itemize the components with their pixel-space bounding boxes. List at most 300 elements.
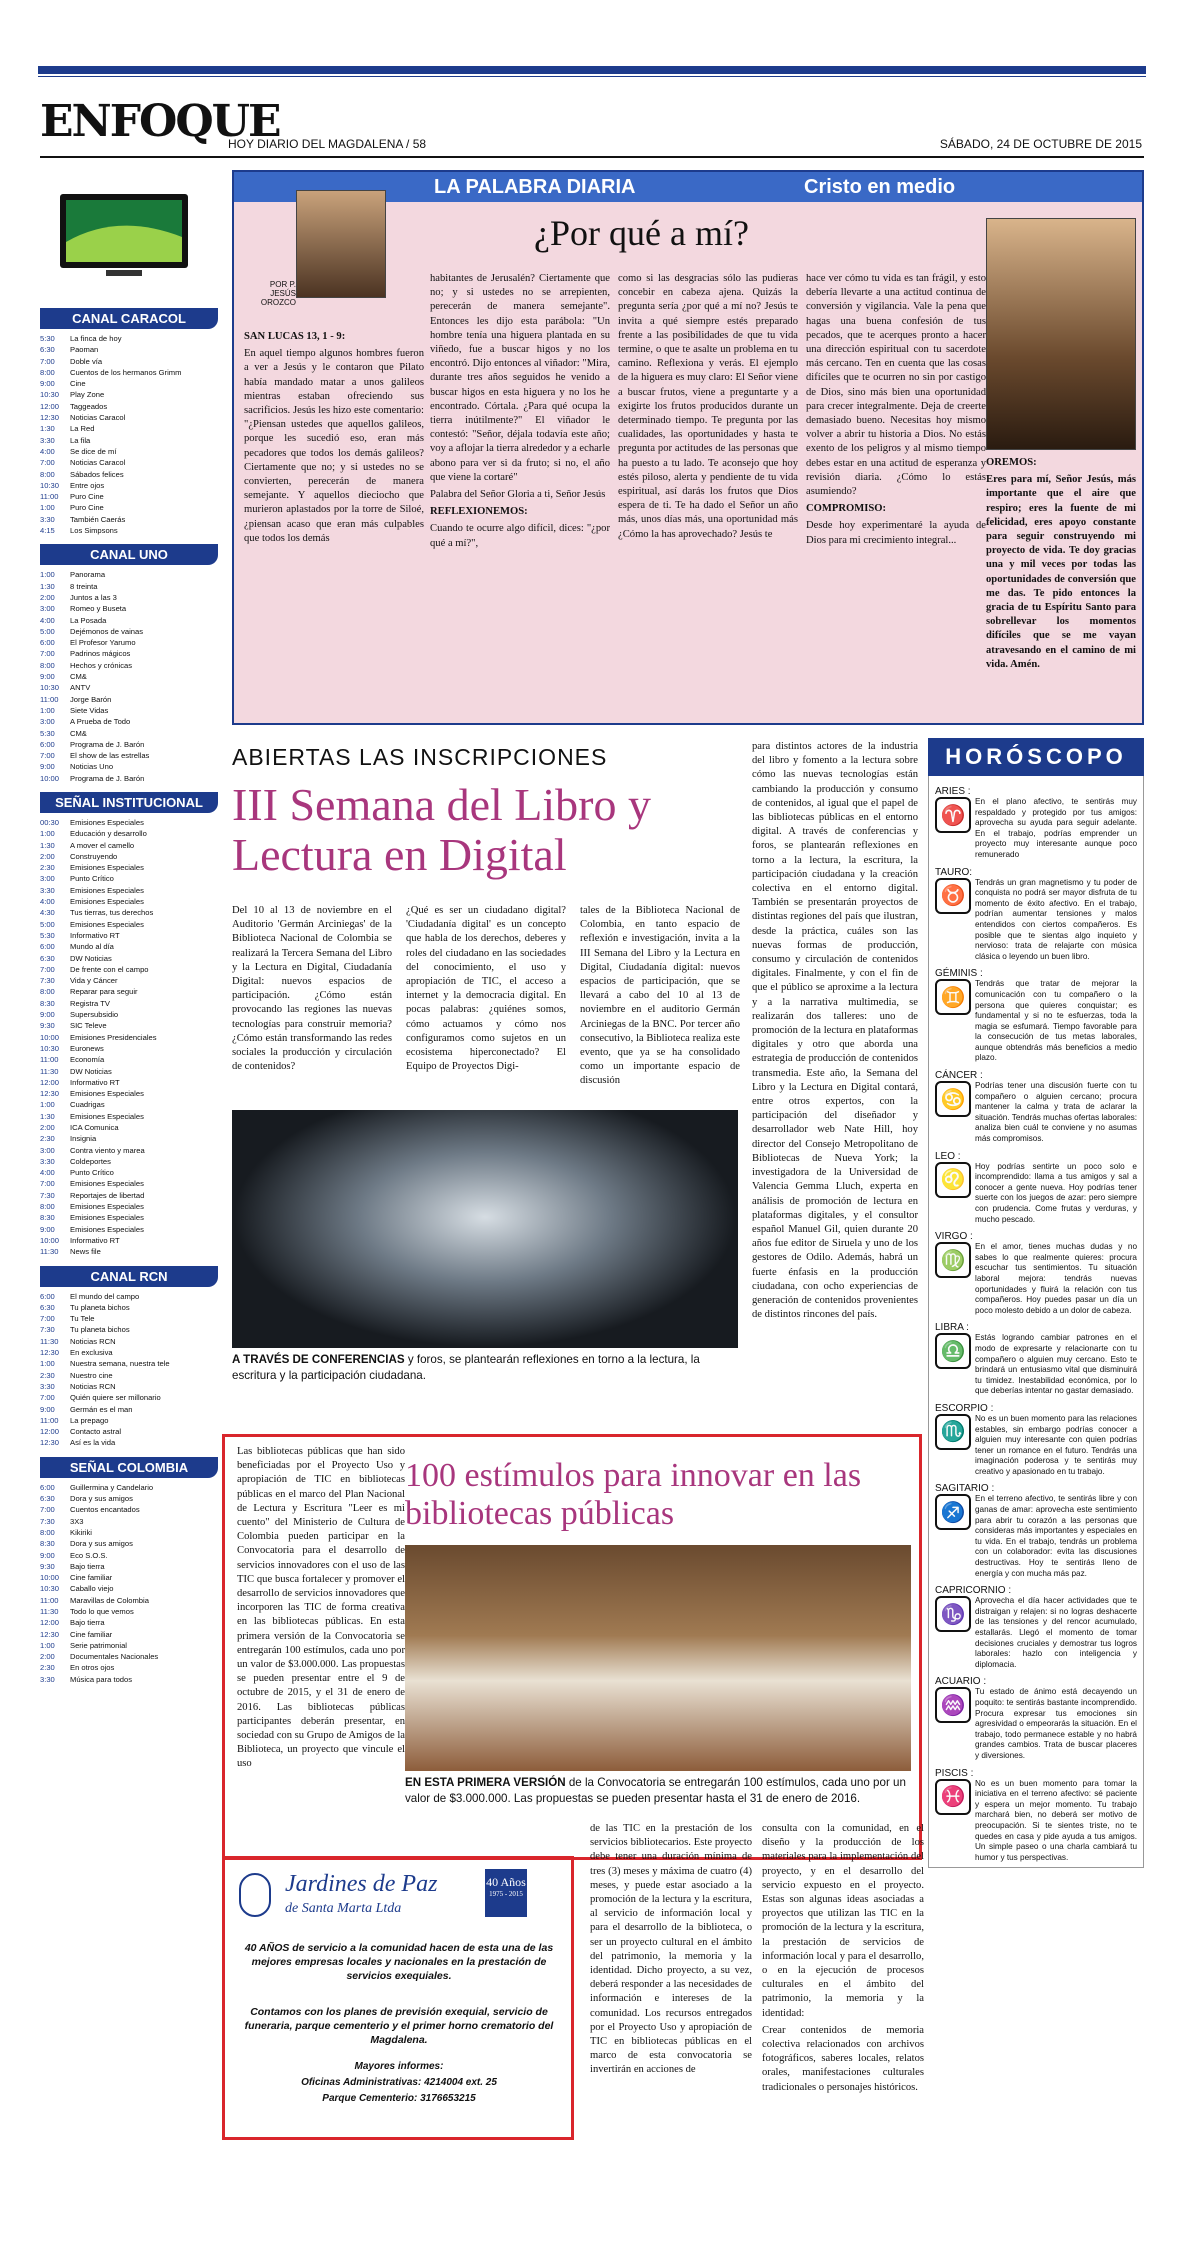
program-title: El mundo del campo (70, 1291, 140, 1301)
program-row (40, 1077, 218, 1088)
program-row (40, 446, 218, 457)
program-time: 5:30 (40, 728, 55, 738)
top-rule (38, 66, 1146, 74)
program-time: 2:00 (40, 592, 55, 602)
horoscope-sign (935, 867, 1137, 963)
program-title: Puro Cine (70, 503, 104, 513)
program-title: Panorama (70, 570, 106, 580)
program-time: 5:30 (40, 930, 55, 940)
program-title: En otros ojos (70, 1663, 115, 1673)
program-title: También Caerás (70, 514, 126, 524)
program-title: Informativo RT (70, 930, 120, 940)
program-title: Noticias Uno (70, 762, 114, 772)
byline: POR P. JESÚS OROZCO (260, 280, 296, 307)
program-time: 00:30 (40, 817, 60, 827)
program-row (40, 1246, 218, 1257)
program-title: CM& (70, 728, 87, 738)
palabra-col2c: Cuando te ocurre algo difícil, dices: "¿por qué a mí?", (430, 523, 610, 549)
program-row (40, 1662, 218, 1673)
horoscope-sign (935, 1768, 1137, 1864)
program-title: CM& (70, 672, 87, 682)
program-row (40, 885, 218, 896)
program-row (40, 389, 218, 400)
program-row (40, 761, 218, 772)
program-time: 4:00 (40, 615, 55, 625)
program-title: Informativo RT (70, 1077, 120, 1087)
program-time: 12:30 (40, 413, 60, 423)
program-row (40, 1415, 218, 1426)
program-row (40, 378, 218, 389)
program-row (40, 694, 218, 705)
program-row (40, 569, 218, 580)
program-row (40, 705, 218, 716)
program-title: Hechos y crónicas (70, 660, 133, 670)
program-title: Noticias Caracol (70, 413, 126, 423)
program-title: Nuestra semana, nuestra tele (70, 1359, 170, 1369)
article-col1: Del 10 al 13 de noviembre en el Auditorio 'Germán Arciniegas' de la Biblioteca Nacional de Colombia se realizará la Tercera Semana del Libro y la Lectura en Digital, Ciudadanía Digital: nuevos espacios de participación. ¿Cómo están provocando las regiones las nuevas tecnologías para construir memoria? ¿Cómo están transformando las redes sociales la producción y circulación de contenidos? (232, 905, 392, 1073)
program-row (40, 1426, 218, 1437)
program-row (40, 1561, 218, 1572)
program-time: 2:30 (40, 1663, 55, 1673)
channel-header: CANAL UNO (40, 544, 218, 565)
program-title: Juntos a las 3 (70, 592, 117, 602)
program-row (40, 457, 218, 468)
program-time: 6:00 (40, 1482, 55, 1492)
program-time: 7:00 (40, 356, 55, 366)
program-row (40, 1178, 218, 1189)
program-title: Punto Crítico (70, 874, 114, 884)
program-time: 7:00 (40, 964, 55, 974)
program-time: 10:00 (40, 773, 60, 783)
program-row (40, 896, 218, 907)
program-row (40, 671, 218, 682)
program-row (40, 1674, 218, 1685)
program-row (40, 1493, 218, 1504)
program-title: Sábados felices (70, 469, 124, 479)
horoscope-sign (935, 1070, 1137, 1145)
program-title: La finca de hoy (70, 334, 122, 343)
program-row (40, 1640, 218, 1651)
estimulos-col2: de las TIC en la prestación de los servicios bibliotecarios. Este proyecto debe tener una duración mínima de tres (3) meses y máxima de cuatro (4) meses, y puede estar asociado a la promoción de la lectura y la escritura, al servicio de información local y para el desarrollo de la biblioteca, o ser un proyecto cultural en el ámbito del patrimonio, la memoria y la identidad. Dicho proyecto, a su vez, deberá responder a las necesidades de información e intereses de la comunidad. Los recursos entregados por el Proyecto Uso y apropiación de TIC en bibliotecas públicas en el marco de esta convocatoria se invertirán en acciones de (590, 1823, 752, 2076)
program-row (40, 716, 218, 727)
program-time: 6:00 (40, 942, 55, 952)
program-row (40, 840, 218, 851)
horoscope-sign (935, 1322, 1137, 1397)
program-time: 12:30 (40, 1089, 60, 1099)
program-time: 7:00 (40, 751, 55, 761)
program-row (40, 828, 218, 839)
program-time: 11:00 (40, 1055, 59, 1065)
program-title: Emisiones Especiales (70, 1089, 144, 1099)
program-row (40, 739, 218, 750)
program-row (40, 1516, 218, 1527)
palabra-col1: En aquel tiempo algunos hombres fueron a ver a Jesús y le contaron que Pilato había mandado matar a unos galileos mientras estaban ofreciendo sus sacrificios. Jesús les hizo este comentario: "¿Piensan ustedes que aquellos galileos, porque les sucedió eso, eran más pecadores que todos los demás galileos? Ciertamente que no; y si ustedes no se convierten, perecerán de manera semejante. Y aquellos dieciocho que murieron aplastados por la torre de Siloé, ¿piensan acaso que eran más culpables que todos los demás (244, 348, 424, 544)
program-title: A mover el camello (70, 840, 135, 850)
program-title: Cuentos encantados (70, 1505, 140, 1515)
program-title: Tu Tele (70, 1314, 95, 1324)
sign-name: CAPRICORNIO : (935, 1585, 1012, 1597)
program-row (40, 1145, 218, 1156)
sign-text: Aprovecha el día hacer actividades que te distraigan y relajen: si no logras deshacerte de las tensiones y del rencor acumulado, estallarás. Llegó el momento de tomar decisiones cruciales y demostrar tus logros laborales: hazlo con inteligencia y diplomacia. (975, 1596, 1137, 1669)
program-row (40, 953, 218, 964)
program-time: 9:00 (40, 1550, 55, 1560)
program-row (40, 1358, 218, 1369)
program-time: 7:30 (40, 1190, 55, 1200)
zodiac-icon: ♋ (935, 1081, 971, 1117)
program-time: 6:00 (40, 739, 55, 749)
program-title: SIC Televe (70, 1021, 107, 1031)
program-row (40, 592, 218, 603)
program-title: Contacto astral (70, 1427, 122, 1437)
program-title: Así es la vida (70, 1438, 116, 1448)
program-time: 1:30 (40, 581, 55, 591)
program-title: Emisiones Especiales (70, 1179, 144, 1189)
program-title: Cuentos de los hermanos Grimm (70, 367, 182, 377)
program-time: 11:30 (40, 1336, 59, 1346)
program-row (40, 1009, 218, 1020)
program-title: DW Noticias (70, 953, 112, 963)
program-title: De frente con el campo (70, 964, 149, 974)
jardines-ad (222, 1856, 574, 2140)
sign-text: Estás logrando cambiar patrones en el modo de expresarte y relacionarte con tu compañero o alguien muy cercano. Esto te brindará un entusiasmo vital que disminuirá tu timidez. Inestabilidad económica, por lo que deberías intentar no gastar demasiado. (975, 1333, 1137, 1396)
palabra-diaria-box (232, 170, 1144, 725)
program-row (40, 682, 218, 693)
program-time: 4:00 (40, 446, 55, 456)
program-time: 4:00 (40, 897, 55, 907)
program-title: Maravillas de Colombia (70, 1595, 149, 1605)
program-time: 1:00 (40, 503, 55, 513)
sign-name: ACUARIO : (935, 1676, 987, 1688)
program-time: 5:30 (40, 334, 55, 343)
program-row (40, 1336, 218, 1347)
program-row (40, 603, 218, 614)
article-col2: ¿Qué es ser un ciudadano digital? 'Ciudadanía digital' es un concepto que habla de los derechos, deberes y roles del ciudadano en las sociedades del conocimiento, el uso y apropiación de TIC, el acceso a internet y la democracia digital. En pocas palabras: ¿quiénes somos, cómo actuamos y cómo nos configuramos como sujetos en un ecosistema hiperconectado? El Equipo de Proyectos Digi- (406, 905, 566, 1073)
program-title: Caballo viejo (70, 1584, 114, 1594)
program-title: Play Zone (70, 390, 105, 400)
program-title: Cuadrigas (70, 1100, 105, 1110)
program-row (40, 930, 218, 941)
program-time: 10:30 (40, 683, 60, 693)
program-row (40, 1550, 218, 1561)
program-time: 10:00 (40, 1032, 60, 1042)
horoscope-sign (935, 1585, 1137, 1670)
program-title: Emisiones Especiales (70, 863, 144, 873)
program-title: Germán es el man (70, 1404, 133, 1414)
sign-text: No es un buen momento para las relaciones estables, sin embargo podrías conocer a alguien muy interesante con quien podrías tener un romance en el futuro. Tendrás una imaginación poderosa y te sentirás muy creativo y apasionado en tu trabajo. (975, 1413, 1137, 1476)
program-row (40, 1370, 218, 1381)
program-title: Programa de J. Barón (70, 773, 145, 783)
program-row (40, 728, 218, 739)
program-row (40, 502, 218, 513)
program-time: 3:00 (40, 604, 55, 614)
program-time: 7:30 (40, 1516, 55, 1526)
program-time: 1:00 (40, 1100, 55, 1110)
program-time: 3:30 (40, 514, 55, 524)
program-title: Emisiones Especiales (70, 1202, 144, 1212)
program-row (40, 1291, 218, 1302)
program-row (40, 469, 218, 480)
sign-text: Tendrás que tratar de mejorar la comunicación con tu compañero o la persona que quieres conquistar; es fundamental y si no te esfuerzas, toda la magia se esfumará. Tiempo favorable para la consecución de tus metas laborales, aunque obtendrás más beneficios a medio plazo. (975, 979, 1137, 1063)
program-time: 9:00 (40, 1010, 55, 1020)
program-title: Mundo al día (70, 942, 114, 952)
program-time: 4:15 (40, 526, 55, 536)
program-row (40, 660, 218, 671)
program-row (40, 1538, 218, 1549)
sign-text: Tendrás un gran magnetismo y tu poder de conquista no podrá ser mayor disfruta de tu momento de éxito afectivo. En el trabajo, podrían aumentar tensiones y malos entendidos con ciertos compañeros. Es posible que te sientas algo inquieto y nervioso: trata de relajarte con música clásica o leyendo un buen libro. (975, 877, 1137, 961)
header-rule (40, 156, 1144, 158)
zodiac-icon: ♍ (935, 1242, 971, 1278)
compromiso-heading: COMPROMISO: (806, 503, 887, 515)
estimulos-col3: consulta con la comunidad, en el diseño y la producción de los materiales para la implementación del proyecto, y en el desarrollo del servicio expuesto en el proyecto. Estas son algunas ideas asociadas a proyectos que utilizan las TIC en la promoción de la lectura y la escritura, la prestación de servicios de información local y para el desarrollo, o en la ejecución de procesos culturales en el ámbito del patrimonio, la memoria y la identidad: (762, 1823, 924, 2019)
channel-header: SEÑAL COLOMBIA (40, 1457, 218, 1478)
program-title: A Prueba de Todo (70, 717, 131, 727)
program-title: Informativo RT (70, 1235, 120, 1245)
program-time: 3:00 (40, 1145, 55, 1155)
sign-text: No es un buen momento para tomar la iniciativa en el terreno afectivo: sé paciente y espera un mejor momento. Tu trabajo marchará bien, no deberá ser motivo de preocupación. Si te sientes triste, no te quedes en casa y pide ayuda a tus amigos. Un simple paseo o una charla cambiará tu humor y tus perspectivas. (975, 1778, 1137, 1862)
program-title: 3X3 (70, 1516, 84, 1526)
program-row (40, 514, 218, 525)
program-time: 12:30 (40, 1438, 60, 1448)
program-time: 11:00 (40, 1595, 59, 1605)
sign-name: SAGITARIO : (935, 1483, 995, 1495)
program-title: Guillermina y Candelario (70, 1482, 154, 1492)
program-row (40, 1020, 218, 1031)
program-row (40, 333, 218, 344)
program-title: Padrinos mágicos (70, 649, 131, 659)
program-row (40, 480, 218, 491)
sign-text: En el terreno afectivo, te sentirás libre y con ganas de amar: aprovecha este sentimiento para abrir tu corazón a las personas que consideras más importantes y especiales en tu vida. En el trabajo, tendrás un problema con un colaborador: evita las discusiones destructivas. Hoy te sentirás lleno de energía y con mucha más paz. (975, 1494, 1137, 1578)
program-title: Euronews (70, 1043, 104, 1053)
program-title: Programa de J. Barón (70, 739, 145, 749)
palabra-col3: como si las desgracias sólo las pudieras concebir en cabeza ajena. Quizás la pregunta sería ¿por qué a mí no? Jesús te invita a qué siempre estés preparado frente a las posibilidades de que tu vida termine, o que te asalte un problema en tu camino. Reflexiona y verás. El ejemplo de la higuera es muy claro: El Señor viene a buscar frutos, viene a preguntarte y a exigirte los frutos producidos durante un determinado tiempo. Te pregunta por las cualidades, las oportunidades y hasta te pregunta por actitudes de las personas que ha puesto a tu lado. Te aconsejo que hoy estés piloso, alerta y pendiente de tu vida espiritual, así darás los frutos que Dios espera de ti. Te ha dado el Señor un año más, unos días más, una oportunidad más ¿Cómo la has aprovechado? Jesús te (618, 273, 798, 540)
program-title: Entre ojos (70, 480, 105, 490)
program-title: Serie patrimonial (70, 1640, 127, 1650)
program-title: Bajo tierra (70, 1618, 105, 1628)
program-time: 9:00 (40, 379, 55, 389)
program-title: La Red (70, 424, 95, 434)
program-row (40, 581, 218, 592)
program-title: Coldeportes (70, 1156, 111, 1166)
program-time: 3:30 (40, 1156, 55, 1166)
ad-info: Mayores informes: (354, 2061, 444, 2072)
program-row (40, 1347, 218, 1358)
program-row (40, 998, 218, 1009)
program-row (40, 1201, 218, 1212)
sign-name: PISCIS : (935, 1767, 974, 1779)
program-time: 6:30 (40, 345, 55, 355)
program-time: 8:00 (40, 469, 55, 479)
program-title: Supersubsidio (70, 1010, 119, 1020)
program-time: 10:30 (40, 480, 60, 490)
program-time: 3:30 (40, 885, 55, 895)
program-title: Emisiones Especiales (70, 1224, 144, 1234)
program-time: 11:00 (40, 1415, 59, 1425)
zodiac-icon: ♒ (935, 1687, 971, 1723)
program-title: Emisiones Especiales (70, 897, 144, 907)
program-row (40, 1583, 218, 1594)
program-row (40, 615, 218, 626)
program-time: 2:30 (40, 1134, 55, 1144)
reflexionemos-heading: REFLEXIONEMOS: (430, 506, 528, 518)
program-time: 5:00 (40, 919, 55, 929)
program-title: La fila (70, 435, 91, 445)
article-col4: para distintos actores de la industria del libro y fomento a la lectura sobre cómo las nuevas tecnologías están cambiando la producción y consumo de contenidos, al igual que el papel de las bibliotecas públicas en el entorno digital. A través de conferencias y foros, se plantearán reflexiones en torno a la lectura, la escritura, la participación ciudadana y la creación colectiva en el entorno digital. También se presentarán proyectos de distintas regiones del país que ilustran, desde la práctica, cuáles son las nuevas formas de producción, consumo y circulación de contenidos digitales. Finalmente, y con el fin de que el público se aproxime a la lectura y a la narrativa multimedia, se realizarán dos talleres: uno de promoción de la lectura en plataformas digitales y otro que aborda una estrategia de producción de contenidos transmedia. Este año, la Semana del Libro y la Lectura en Digital contará, entre otros expertos, con la participación del diseñador y desarrollador web Nate Hill, hoy director del Consejo Metropolitano de Bibliotecas de Nueva York; la investigadora de la Universidad de Valencia Gemma Lluch, experta en análisis de promoción de lectura en plataformas digitales, y el consultor español Manuel Gil, quien durante 20 años fue editor de Siruela y uno de los gestores de Odilo. Además, habrá un fuerte énfasis en la producción ciudadana, con ocho experiencias de generación de contenidos provenientes de distintos rincones del país. (752, 741, 918, 1321)
zodiac-icon: ♐ (935, 1494, 971, 1530)
ad-line2: Contamos con los planes de previsión exequial, servicio de funeraria, parque cementerio y el primer horno crematorio del Magdalena. (244, 2006, 554, 2046)
program-row (40, 1224, 218, 1235)
sign-name: TAURO: (935, 866, 973, 878)
program-time: 11:30 (40, 1247, 59, 1257)
program-row (40, 1190, 218, 1201)
program-row (40, 1651, 218, 1662)
program-time: 3:00 (40, 874, 55, 884)
program-title: Dejémonos de vainas (70, 626, 144, 636)
program-row (40, 1617, 218, 1628)
palabra-col4: hace ver cómo tu vida es tan frágil, y esto debería llevarte a una actitud continua de conversión y vigilancia. Vale la pena que hagas una buena confesión de tus pecados, que te acerques pronto a hacer una dirección espiritual con tu sacerdote más cercano. Ten en cuenta que las cosas difíciles que te ocurren no sin por castigo de Dios, sino más bien una oportunidad para crecer integralmente. Deja de creerte demasiado bueno. Necesitas hoy mismo volver a abrir tu historia a Dios. No estás exento de los peligros y al mismo tiempo debes estar en una actitud de esperanza y revisión diaria. ¿Cómo lo estás asumiendo? (806, 273, 986, 498)
horoscope-sign (935, 1231, 1137, 1316)
program-row (40, 964, 218, 975)
horoscope-sign (935, 1151, 1137, 1226)
program-time: 5:00 (40, 626, 55, 636)
ad-oficinas: Oficinas Administrativas: 4214004 ext. 25 (301, 2077, 497, 2088)
program-title: La prepago (70, 1415, 109, 1425)
zodiac-icon: ♓ (935, 1779, 971, 1815)
ad-years-badge: 40 Años 1975 - 2015 (485, 1869, 527, 1917)
zodiac-icon: ♌ (935, 1162, 971, 1198)
author-photo (296, 190, 386, 298)
program-row (40, 401, 218, 412)
program-time: 7:30 (40, 1325, 55, 1335)
program-row (40, 975, 218, 986)
program-row (40, 1032, 218, 1043)
program-row (40, 1392, 218, 1403)
program-row (40, 1122, 218, 1133)
program-title: Emisiones Especiales (70, 817, 144, 827)
program-row (40, 1404, 218, 1415)
program-row (40, 1504, 218, 1515)
program-row (40, 750, 218, 761)
program-row (40, 637, 218, 648)
program-title: Noticias RCN (70, 1336, 116, 1346)
program-title: Tus tierras, tus derechos (70, 908, 154, 918)
article-col3: tales de la Biblioteca Nacional de Colombia, en tanto espacio de reflexión e investigación, invita a la III Semana del Libro y la Lectura en Digital, Ciudadanía digital: nuevos espacios de participación, que se llevará a cabo del 10 al 13 de noviembre en el auditorio Germán Arciniegas de la BNC. Por tercer año consecutivo, la Biblioteca realiza este evento, que ya se ha consolidado como un importante espacio de discusión (580, 905, 740, 1087)
program-title: Puro Cine (70, 492, 104, 502)
program-title: ANTV (70, 683, 91, 693)
ad-parque: Parque Cementerio: 3176653215 (322, 2093, 476, 2104)
program-title: Punto Crítico (70, 1168, 114, 1178)
program-time: 11:30 (40, 1606, 59, 1616)
zodiac-icon: ♉ (935, 878, 971, 914)
program-time: 7:00 (40, 1505, 55, 1515)
horoscope-sign (935, 1483, 1137, 1579)
program-time: 9:00 (40, 1224, 55, 1234)
sign-name: CÁNCER : (935, 1070, 983, 1082)
program-row (40, 1066, 218, 1077)
zodiac-icon: ♊ (935, 979, 971, 1015)
estimulos-col3b: Crear contenidos de memoria colectiva relacionados con archivos fotográficos, saberes locales, relatos orales, manifestaciones culturales tradicionales o personajes históricos. (762, 2024, 924, 2093)
paper-name: HOY DIARIO DEL MAGDALENA / 58 (228, 137, 427, 151)
ad-brand: Jardines de Paz (285, 1871, 438, 1897)
palabra-col2: habitantes de Jerusalén? Ciertamente que no; y si ustedes no se arrepienten, perecerán de manera semejante". Entonces les dijo esta parábola: "Un hombre tenía una higuera plantada en su viñedo, fue a buscar higos y no los encontró. Dijo entonces al viñador: "Mira, durante tres años seguidos he venido a buscar higos en esta higuera y no los he encontrado. Córtala. ¿Para qué ocupa la tierra inútilmente?" El viñador le contestó: "Señor, déjala todavía este año; voy a aflojar la tierra alrededor y a echarle abono para ver si da fruto; si no, el año que viene la cortaré" (430, 273, 610, 483)
program-title: Emisiones Especiales (70, 885, 144, 895)
channel-header: SEÑAL INSTITUCIONAL (40, 792, 218, 813)
program-row (40, 1054, 218, 1065)
program-title: Siete Vidas (70, 705, 109, 715)
program-time: 6:30 (40, 1302, 55, 1312)
estimulos-title: 100 estímulos para innovar en las bibliotecas públicas (405, 1457, 862, 1532)
program-row (40, 907, 218, 918)
ad-brand2: de Santa Marta Ltda (285, 1901, 402, 1916)
program-title: Reparar para seguir (70, 987, 138, 997)
ad-line1: 40 AÑOS de servicio a la comunidad hacen de esta una de las mejores empresas locales y nacionales en la prestación de servicios exequiales. (244, 1942, 554, 1982)
tv-icon (58, 192, 190, 280)
program-row (40, 1527, 218, 1538)
program-title: Emisiones Especiales (70, 919, 144, 929)
program-title: Documentales Nacionales (70, 1652, 159, 1662)
program-title: ICA Comunica (70, 1123, 119, 1132)
program-row (40, 491, 218, 502)
program-row (40, 525, 218, 536)
program-time: 10:30 (40, 1584, 60, 1594)
program-title: DW Noticias (70, 1066, 112, 1076)
top-rule-thin (38, 76, 1146, 77)
sign-name: LEO : (935, 1150, 961, 1162)
program-time: 3:30 (40, 435, 55, 445)
program-title: Educación y desarrollo (70, 829, 147, 839)
program-row (40, 1572, 218, 1583)
program-title: Cine familiar (70, 1629, 113, 1639)
horoscope-sign (935, 786, 1137, 861)
program-title: News file (70, 1247, 101, 1257)
palabra-title: ¿Por qué a mí? (534, 213, 749, 253)
program-row (40, 412, 218, 423)
program-time: 2:00 (40, 851, 55, 861)
program-time: 9:30 (40, 1561, 55, 1571)
program-title: Noticias RCN (70, 1381, 116, 1391)
program-row (40, 873, 218, 884)
program-title: Construyendo (70, 851, 118, 861)
horoscope-column (928, 738, 1144, 2138)
program-time: 8:30 (40, 1539, 55, 1549)
program-time: 3:30 (40, 1674, 55, 1684)
section-title: ENFOQUE (40, 96, 280, 147)
program-time: 1:00 (40, 570, 55, 580)
program-time: 2:30 (40, 863, 55, 873)
program-time: 11:00 (40, 492, 59, 502)
compromiso-text: Desde hoy experimentaré la ayuda de Dios para mi crecimiento integral... (806, 520, 986, 546)
zodiac-icon: ♑ (935, 1596, 971, 1632)
horoscope-sign (935, 1403, 1137, 1478)
program-row (40, 1381, 218, 1392)
program-time: 12:00 (40, 1427, 60, 1437)
palabra-diaria-label: LA PALABRA DIARIA (434, 176, 636, 198)
program-title: Economía (70, 1055, 105, 1065)
channel-header: CANAL CARACOL (40, 308, 218, 329)
program-title: Bajo tierra (70, 1561, 105, 1571)
program-title: Música para todos (70, 1674, 133, 1684)
program-row (40, 423, 218, 434)
jardines-logo (239, 1873, 271, 1917)
program-time: 1:30 (40, 1111, 55, 1121)
program-row (40, 1302, 218, 1313)
issue-date: SÁBADO, 24 DE OCTUBRE DE 2015 (939, 137, 1142, 151)
program-time: 12:00 (40, 1077, 60, 1087)
program-title: Contra viento y marea (70, 1145, 145, 1155)
program-title: En exclusiva (70, 1348, 113, 1358)
program-title: Nuestro cine (70, 1370, 113, 1380)
program-row (40, 1595, 218, 1606)
program-time: 12:30 (40, 1629, 60, 1639)
